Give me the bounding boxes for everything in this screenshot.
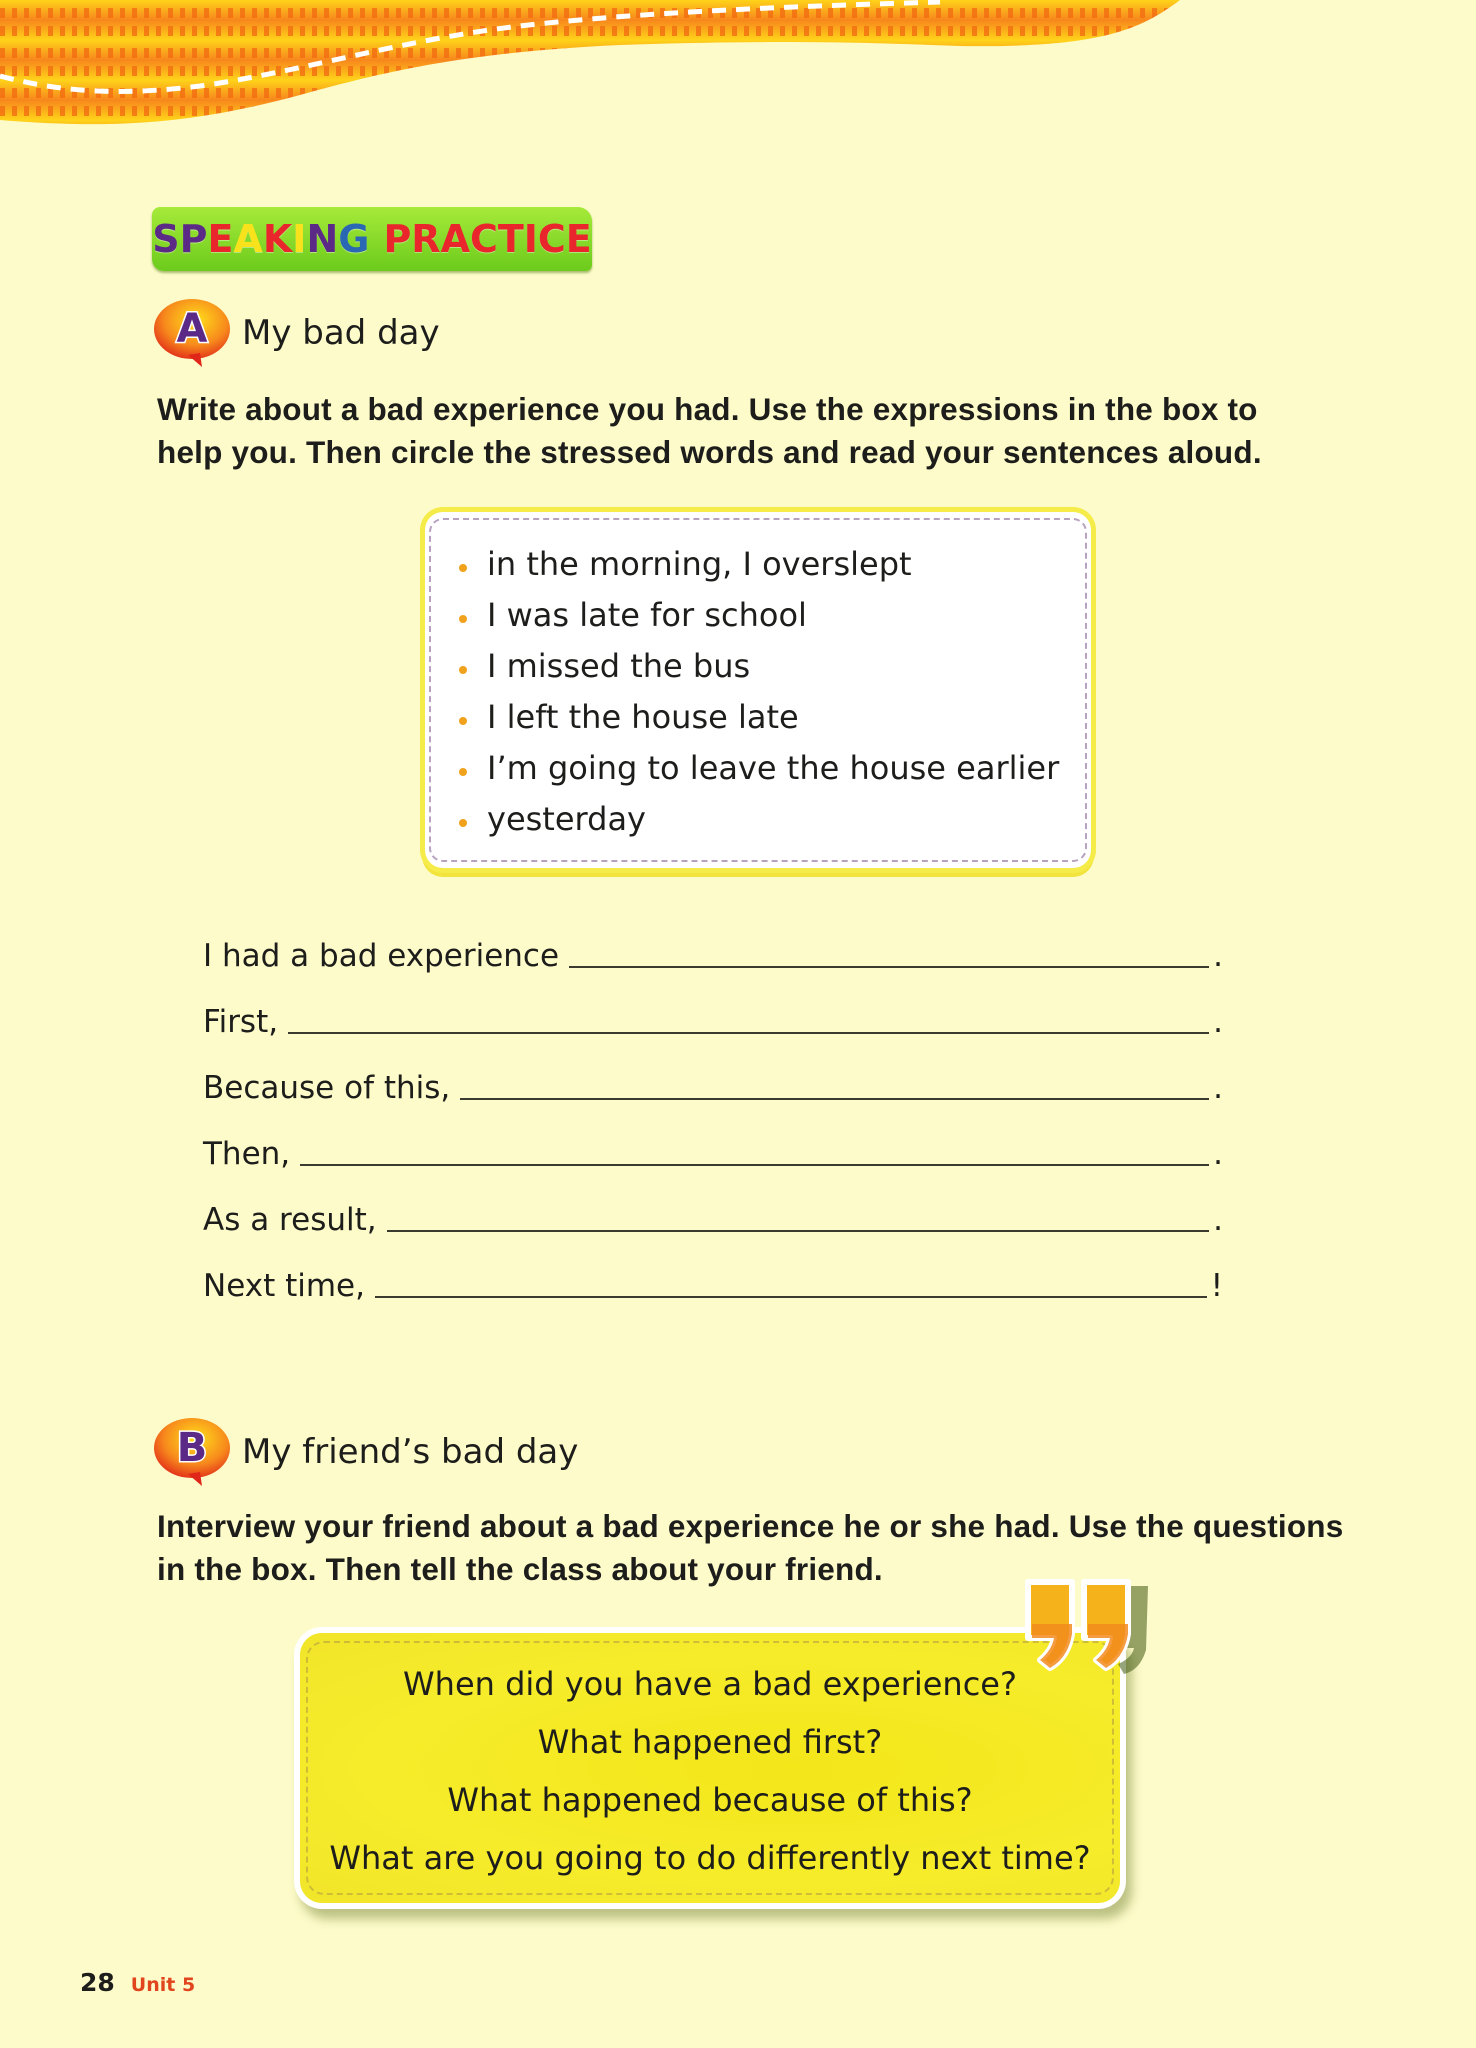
bullet-icon (459, 564, 467, 572)
quotation-mark-icon (1010, 1578, 1150, 1678)
expressions-list (459, 538, 1059, 844)
expression-text: I left the house late (487, 697, 799, 736)
section-a-heading (152, 297, 440, 369)
instruction-line: in the box. Then tell the class about your friend. (157, 1551, 883, 1587)
answer-blank[interactable] (375, 1295, 1207, 1298)
answer-blank[interactable] (288, 1031, 1209, 1034)
question-item: When did you have a bad experience? (403, 1665, 1017, 1703)
list-item (459, 793, 1059, 844)
page-footer (80, 1968, 195, 1997)
answer-blank[interactable] (460, 1097, 1209, 1100)
frame-label: First, (203, 1004, 279, 1040)
sentence-frame-row (203, 978, 1223, 1044)
answer-blank[interactable] (387, 1229, 1210, 1232)
frame-end-punct: . (1213, 1004, 1223, 1040)
expression-text: I was late for school (487, 595, 807, 634)
list-item (459, 538, 1059, 589)
list-item (459, 691, 1059, 742)
questions-box (300, 1633, 1120, 1903)
bullet-icon (459, 615, 467, 623)
frame-label: I had a bad experience (203, 938, 560, 974)
list-item (459, 742, 1059, 793)
frame-label: As a result, (203, 1202, 377, 1238)
sentence-frame-row (203, 1110, 1223, 1176)
instruction-line: Interview your friend about a bad experience he or she had. Use the questions (157, 1508, 1344, 1544)
frame-end-punct: ! (1210, 1268, 1223, 1304)
sentence-frame-row (203, 1044, 1223, 1110)
svg-text:B: B (176, 1425, 208, 1471)
frame-label: Next time, (203, 1268, 365, 1304)
bullet-icon (459, 666, 467, 674)
speaking-practice-banner (152, 207, 592, 271)
frame-end-punct: . (1213, 1202, 1223, 1238)
list-item (459, 640, 1059, 691)
frame-end-punct: . (1213, 938, 1223, 974)
title-letter: S (152, 217, 180, 261)
frame-label: Because of this, (203, 1070, 451, 1106)
title-letter: A (233, 217, 263, 261)
section-b-title: My friend’s bad day (242, 1432, 579, 1472)
instruction-line: help you. Then circle the stressed words and read your sentences aloud. (157, 434, 1262, 470)
instruction-line: Write about a bad experience you had. Use the expressions in the box to (157, 391, 1258, 427)
answer-blank[interactable] (569, 965, 1209, 968)
title-letter: E (207, 217, 234, 261)
speech-bubble-a-icon (152, 297, 232, 369)
svg-text:A: A (176, 306, 208, 352)
expression-text: in the morning, I overslept (487, 544, 912, 583)
list-item (459, 589, 1059, 640)
questions-list (300, 1655, 1120, 1887)
answer-blank[interactable] (300, 1163, 1209, 1166)
frame-end-punct: . (1213, 1070, 1223, 1106)
title-letter: G (338, 217, 370, 261)
sentence-frame-row (203, 912, 1223, 978)
title-word-practice: PRACTICE (383, 217, 592, 261)
expressions-box (425, 512, 1091, 868)
question-item: What happened first? (537, 1723, 883, 1761)
section-a-instructions (157, 388, 1357, 474)
bullet-icon (459, 717, 467, 725)
expression-text: I’m going to leave the house earlier (487, 748, 1060, 787)
bullet-icon (459, 768, 467, 776)
title-letter: I (292, 217, 307, 261)
expression-text: yesterday (487, 799, 646, 838)
section-a-title: My bad day (242, 313, 440, 353)
unit-label: Unit 5 (130, 1974, 196, 1996)
title-letter: P (179, 217, 208, 261)
section-b-instructions (157, 1505, 1357, 1591)
frame-label: Then, (203, 1136, 291, 1172)
title-letter: K (262, 217, 293, 261)
frame-end-punct: . (1213, 1136, 1223, 1172)
speech-bubble-b-icon (152, 1416, 232, 1488)
question-item: What happened because of this? (447, 1781, 973, 1819)
bullet-icon (459, 819, 467, 827)
title-letter: N (306, 217, 339, 261)
decorative-wave-banner (0, 0, 1476, 140)
sentence-frame-row (203, 1176, 1223, 1242)
question-item: What are you going to do differently next time? (329, 1839, 1091, 1877)
page-number: 28 (80, 1968, 115, 1997)
section-b-heading (152, 1416, 578, 1488)
sentence-frame-row (203, 1242, 1223, 1308)
sentence-frames (203, 912, 1223, 1308)
expression-text: I missed the bus (487, 646, 751, 685)
